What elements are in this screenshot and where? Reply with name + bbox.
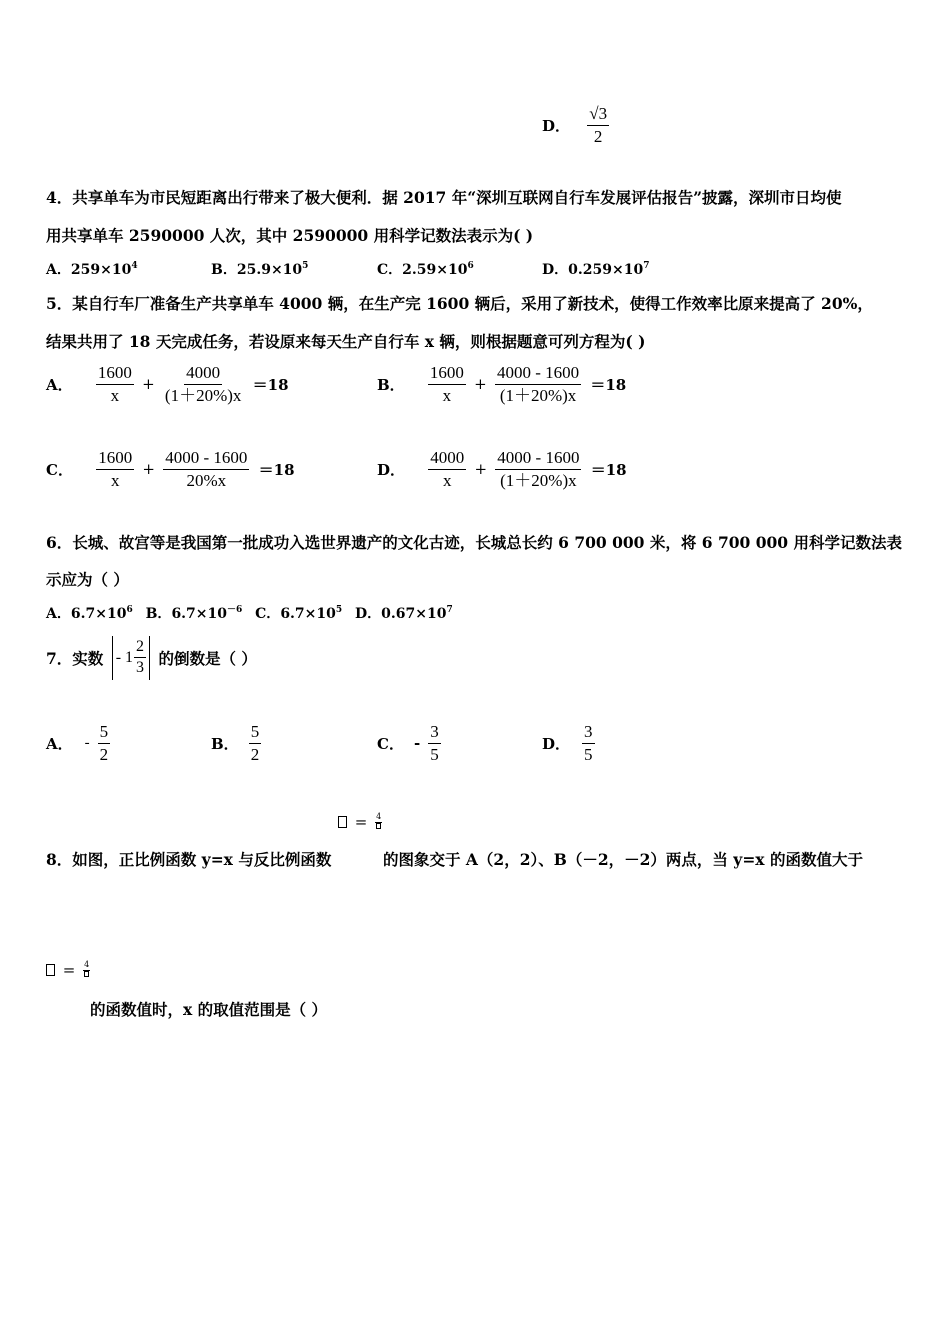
option-exp: 5 — [335, 605, 343, 615]
fraction-den: 2 — [99, 744, 109, 764]
q6-line2: 示应为（ ） — [46, 570, 129, 589]
fraction-den: 5 — [430, 744, 439, 764]
option-base: 6.7×10 — [70, 606, 127, 622]
q7-stem — [46, 636, 257, 680]
sqrt-sign: √ — [589, 104, 599, 123]
fraction-num: 4000 — [428, 448, 466, 470]
fraction-2 — [495, 448, 581, 490]
fraction-num: 1600 — [96, 363, 134, 385]
option-label: B． — [211, 262, 237, 278]
equals-18: ＝18 — [258, 460, 295, 479]
option-exp: 4 — [131, 261, 138, 271]
fraction-1 — [96, 448, 134, 490]
q4-line2: 用共享单车 2590000 人次，其中 2590000 用科学记数法表示为( ) — [46, 226, 534, 245]
option-label: A． — [46, 262, 71, 278]
minus-sign: - — [413, 734, 421, 753]
plus-sign: + — [474, 375, 487, 394]
option-exp: 7 — [446, 605, 453, 615]
fraction-den: x — [110, 470, 120, 490]
q8-line1-a: 8．如图，正比例函数 y=x 与反比例函数 — [46, 850, 332, 869]
fraction-den: 3 — [136, 659, 145, 677]
q7-option-c — [377, 722, 441, 764]
fraction-num: 4000 - 1600 — [163, 448, 249, 470]
option-label: B． — [145, 606, 172, 622]
fraction-den: x — [110, 385, 120, 405]
fraction-num: 4 — [84, 959, 90, 969]
q8-formula-block — [46, 960, 90, 979]
q7-suffix: 的倒数是（ ） — [158, 648, 257, 668]
plus-sign: + — [474, 460, 488, 479]
q4-option-d — [542, 259, 649, 279]
minus-sign: - — [84, 734, 90, 751]
option-fraction — [582, 722, 595, 764]
equals-18: ＝18 — [590, 460, 627, 479]
q7-option-d — [542, 722, 595, 764]
fraction-num: 1600 — [428, 363, 466, 385]
q6-option-c — [255, 606, 342, 622]
fraction-den: (1＋20%)x — [499, 385, 577, 405]
option-fraction — [428, 722, 441, 764]
q8-formula-inline — [338, 812, 382, 831]
fraction-num: 5 — [249, 722, 262, 744]
formula-equals: = — [62, 961, 76, 979]
option-label: B． — [211, 734, 239, 753]
fraction-1 — [428, 363, 466, 405]
q5-line1: 5．某自行车厂准备生产共享单车 4000 辆，在生产完 1600 辆后，采用了新技术，使得工作效率比原来提高了 20%， — [46, 294, 873, 313]
fraction-den: (1＋20%)x — [164, 385, 242, 405]
option-label: B． — [377, 375, 405, 394]
q4-option-a — [46, 259, 138, 279]
option-fraction — [249, 722, 262, 764]
equals-18: ＝18 — [252, 375, 289, 394]
q5-option-d — [377, 448, 627, 490]
option-label: D． — [377, 460, 406, 479]
q8-line1-b: 的图象交于 A（2，2）、B（－2，－2）两点，当 y=x 的函数值大于 — [383, 850, 863, 869]
option-exp: 5 — [302, 261, 309, 271]
q6-option-b — [146, 606, 243, 622]
fraction-den: 5 — [584, 744, 593, 764]
option-exp: 6 — [126, 605, 133, 615]
q6-option-d — [355, 606, 453, 622]
q6-line1: 6．长城、故宫等是我国第一批成功入选世界遗产的文化古迹，长城总长约 6 700 000 米，将 6 700 000 用科学记数法表 — [46, 533, 902, 552]
option-base: 0.259×10 — [568, 262, 644, 278]
fraction-den: 20%x — [186, 470, 227, 490]
option-label: D． — [542, 734, 571, 753]
option-label: D． — [542, 116, 571, 135]
fraction-num: 4000 - 1600 — [495, 363, 581, 385]
fraction-2 — [163, 363, 243, 405]
plus-sign: + — [142, 460, 155, 479]
q7-option-b — [211, 722, 261, 764]
option-exp: －6 — [227, 605, 243, 615]
option-base: 25.9×10 — [236, 262, 303, 278]
q5-option-c — [46, 448, 295, 490]
fraction-den: (1＋20%)x — [500, 470, 577, 490]
fraction-den: 2 — [593, 126, 603, 146]
q5-option-a — [46, 363, 289, 405]
abs-fraction — [134, 638, 146, 678]
missing-glyph-icon — [376, 823, 381, 832]
missing-glyph-icon — [84, 971, 89, 980]
sqrt3-over-2-fraction — [587, 104, 609, 146]
option-label: C． — [377, 262, 403, 278]
q4-option-b — [211, 259, 308, 279]
option-base: 2.59×10 — [402, 262, 468, 278]
q7-option-a — [46, 722, 110, 764]
q5-option-b — [377, 363, 626, 405]
option-label: A． — [46, 375, 73, 394]
fraction-num: 4000 — [184, 363, 222, 385]
abs-value — [112, 636, 150, 680]
option-base: 6.7×10 — [280, 606, 336, 622]
option-base: 0.67×10 — [381, 606, 447, 622]
option-exp: 6 — [467, 261, 474, 271]
option-base: 259×10 — [70, 262, 132, 278]
q8-line2: 的函数值时，x 的取值范围是（ ） — [90, 1000, 328, 1019]
fraction-num: 4 — [376, 811, 382, 821]
option-label: A． — [46, 734, 73, 753]
option-label: A． — [46, 606, 71, 622]
q4-line1: 4．共享单车为市民短距离出行带来了极大便利．据 2017 年“深圳互联网自行车发展评估报告”披露，深圳市日均使 — [46, 188, 842, 207]
fraction-den: x — [443, 470, 452, 490]
q5-line2: 结果共用了 18 天完成任务，若设原来每天生产自行车 x 辆，则根据题意可列方程为( ) — [46, 332, 646, 351]
option-fraction — [98, 722, 111, 764]
fraction-1 — [96, 363, 134, 405]
fraction-den: x — [442, 385, 452, 405]
q4-option-c — [377, 259, 474, 279]
option-label: D． — [355, 606, 382, 622]
fraction-num: 5 — [98, 722, 111, 744]
q3-option-d — [542, 104, 609, 146]
abs-whole: - 1 — [115, 648, 134, 666]
fraction-den: 2 — [250, 744, 260, 764]
option-base: 6.7×10 — [171, 606, 228, 622]
fraction-num: 1600 — [96, 448, 134, 470]
equals-18: ＝18 — [590, 375, 627, 394]
option-label: C． — [255, 606, 281, 622]
fraction-num: 4000 - 1600 — [495, 448, 581, 470]
q7-prefix: 7．实数 — [46, 648, 104, 668]
option-label: C． — [377, 734, 404, 753]
option-label: D． — [542, 262, 569, 278]
missing-glyph-icon — [46, 964, 55, 976]
fraction-num: 3 — [428, 722, 441, 744]
formula-fraction — [375, 813, 382, 832]
formula-equals: = — [354, 813, 368, 831]
fraction-2 — [495, 363, 581, 405]
fraction-num: 2 — [134, 638, 146, 658]
fraction-2 — [163, 448, 249, 490]
fraction-num: 3 — [582, 722, 595, 744]
option-exp: 7 — [643, 261, 650, 271]
option-label: C． — [46, 460, 73, 479]
q6-option-a — [46, 606, 133, 622]
q6-options — [46, 602, 453, 623]
fraction-1 — [428, 448, 466, 490]
formula-fraction — [83, 961, 90, 980]
missing-glyph-icon — [338, 816, 347, 828]
radicand: 3 — [598, 104, 608, 123]
plus-sign: + — [142, 375, 155, 394]
